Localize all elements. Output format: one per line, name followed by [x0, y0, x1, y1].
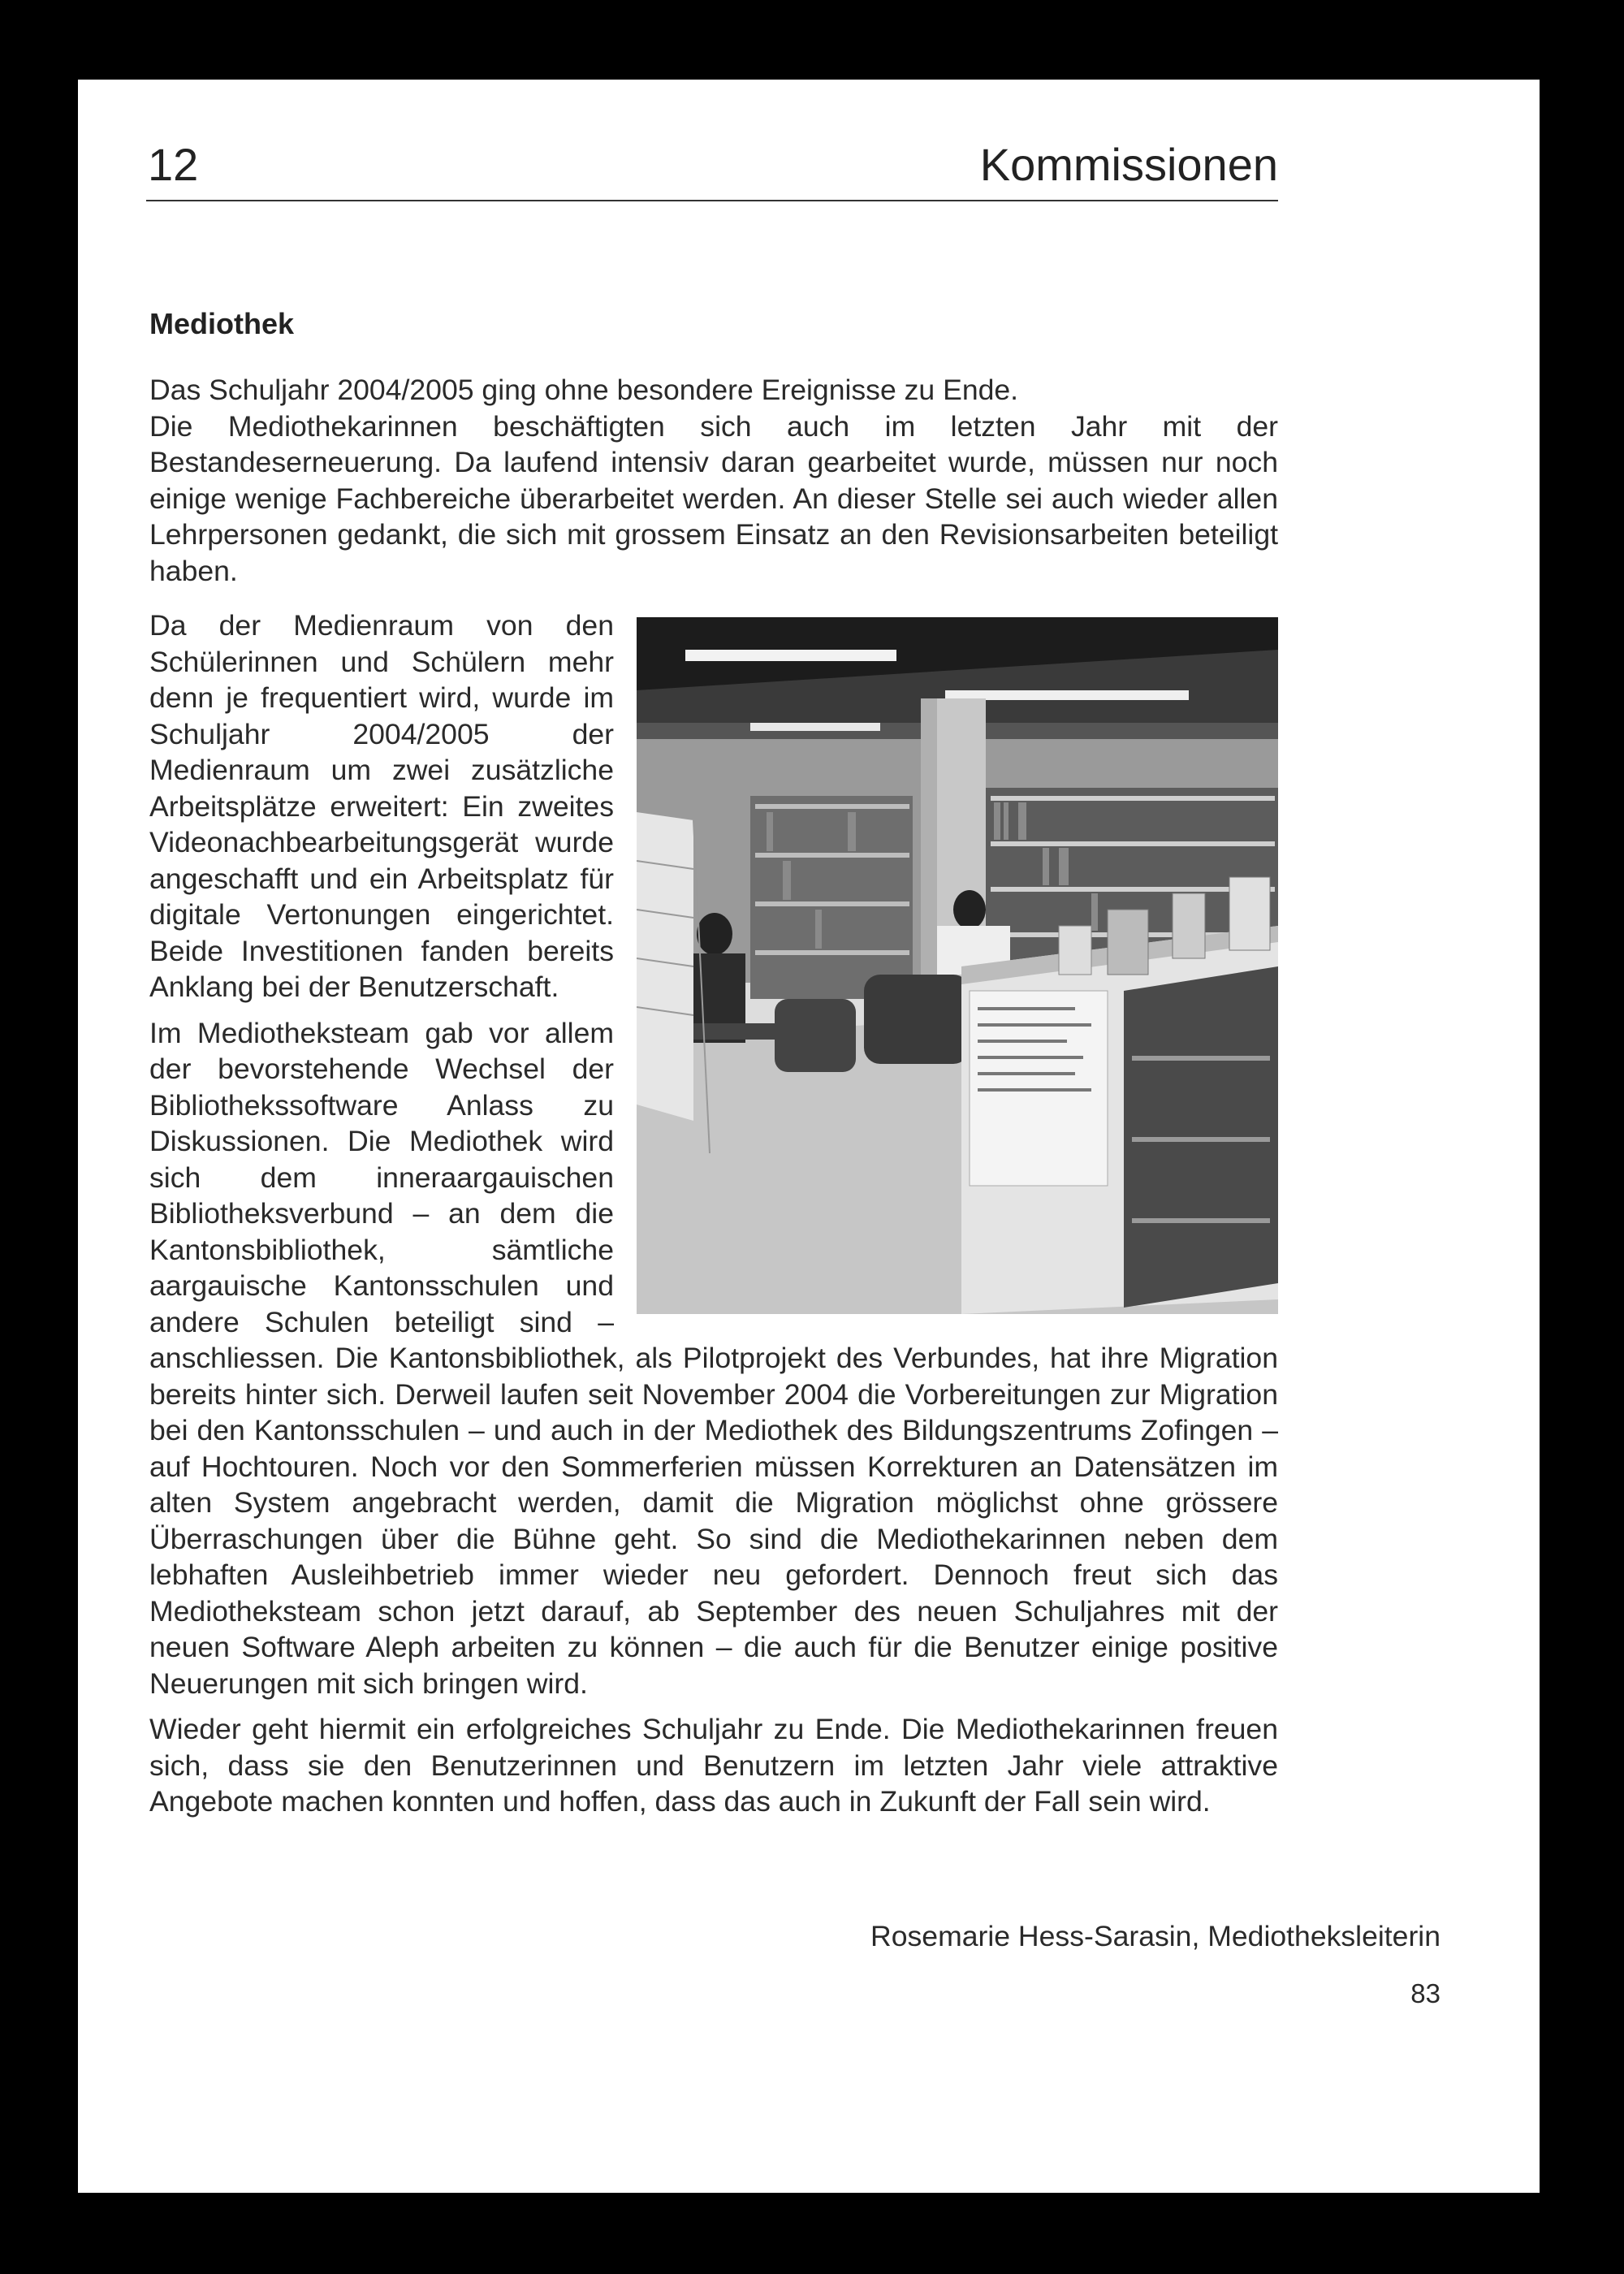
author-signature: Rosemarie Hess-Sarasin, Mediotheksleiterin — [870, 1920, 1440, 1952]
article-body — [149, 607, 1278, 1830]
intro-line: Das Schuljahr 2004/2005 ging ohne besondere Ereignisse zu Ende. — [149, 374, 1019, 406]
paragraph-closing: Wieder geht hiermit ein erfolgreiches Schuljahr zu Ende. Die Mediothekarinnen freuen sich, dass sie den Benutzerinnen und Benutzern im letzten Jahr viele attraktive Angebote machen konnten und hoffen, dass das auch in Zukunft der Fall sein wird. — [149, 1713, 1278, 1818]
chapter-header — [146, 138, 1278, 201]
intro-paragraph — [149, 372, 1278, 589]
library-photo — [637, 617, 1278, 1314]
intro-text: Die Mediothekarinnen beschäftigten sich auch im letzten Jahr mit der Bestandeserneuerung. Da laufend intensiv daran gearbeitet wurde, müssen nur noch einige wenige Fachbereiche überarbeitet werden. An dieser Stelle sei auch wieder allen Lehrpersonen gedankt, die sich mit grossem Einsatz an den Revisionsarbeiten beteiligt haben. — [149, 409, 1278, 587]
chapter-number: 12 — [148, 139, 199, 190]
paragraph-medienraum: Da der Medienraum von den Schülerinnen und Schülern mehr denn je frequentiert wird, wurde im Schuljahr 2004/2005 der Medienraum um zwei zusätzliche Arbeitsplätze erweitert: Ein zweites Videonachbearbeitungsgerät wurde angeschafft und ein Arbeitsplatz für digitale Vertonungen eingerichtet. Beide Investitionen fanden bereits Anklang bei der Benutzerschaft. — [149, 609, 614, 1003]
page-number: 83 — [1410, 1978, 1440, 2008]
paragraph-team: Im Mediotheksteam gab vor allem der bevorstehende Wechsel der Bibliothekssoftware Anlass zu Diskussionen. Die Mediothek wird sich dem inneraargauischen Bibliotheksverbund – an dem die Kantonsbibliothek, sämtliche aargauische Kantonsschulen und andere Schulen beteiligt sind – anschliessen. Die Kantonsbibliothek, als Pilotprojekt des Verbundes, hat ihre Migration bereits hinter sich. Derweil laufen seit November 2004 die Vorbereitungen zur Migration bei den Kantonsschulen – und auch in der Mediothek des Bildungszentrums Zofingen – auf Hochtouren. Noch vor den Sommerferien müssen Korrekturen an Datensätzen im alten System angebracht werden, damit die Migration möglichst ohne grössere Überraschungen über die Bühne geht. So sind die Mediothekarinnen neben dem lebhaften Ausleihbetrieb immer wieder neu gefordert. Dennoch freut sich das Mediotheksteam schon jetzt darauf, ab September des neuen Schuljahres mit der neuen Software Aleph arbeiten zu können – die auch für die Benutzer einige positive Neuerungen mit sich bringen wird. — [149, 1016, 1278, 1700]
section-title: Mediothek — [149, 307, 295, 340]
chapter-title: Kommissionen — [979, 139, 1278, 190]
